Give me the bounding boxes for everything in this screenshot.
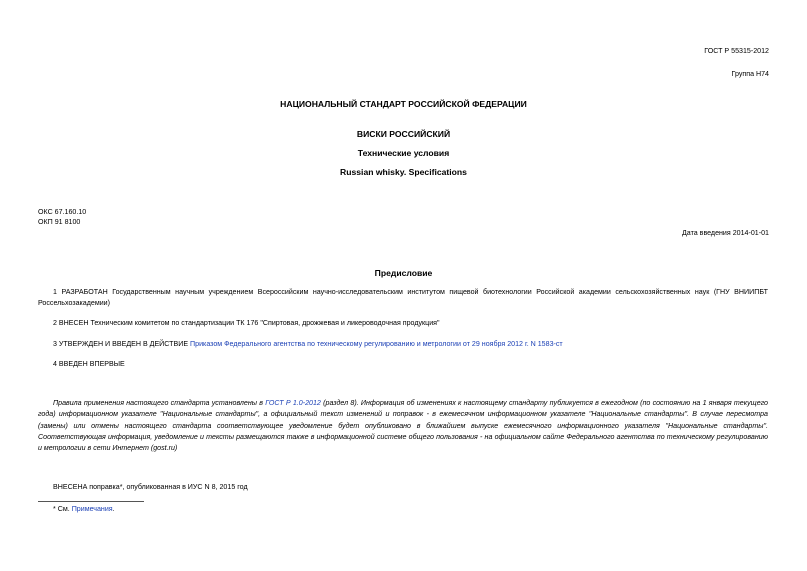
document-subtitle: Технические условия xyxy=(357,148,450,158)
footnote-divider xyxy=(38,501,144,502)
rules-text-start: Правила применения настоящего стандарта установлены в xyxy=(53,399,266,407)
document-title: ВИСКИ РОССИЙСКИЙ xyxy=(356,129,451,139)
english-title: Russian whisky. Specifications xyxy=(340,167,467,177)
group-code: Группа Н74 xyxy=(731,70,769,78)
oks-code: ОКС 67.160.10 xyxy=(38,208,87,216)
preface-item-3-text: 3 УТВЕРЖДЕН И ВВЕДЕН В ДЕЙСТВИЕ xyxy=(53,340,191,348)
effective-date: Дата введения 2014-01-01 xyxy=(682,229,769,237)
okp-code: ОКП 91 8100 xyxy=(38,218,81,226)
preface-heading: Предисловие xyxy=(374,268,433,278)
footnote-text: * См. xyxy=(53,505,72,513)
footnote-end: . xyxy=(112,505,115,513)
gost-code: ГОСТ Р 55315-2012 xyxy=(704,47,769,55)
order-link[interactable]: Приказом Федерального агентства по техническому регулированию и метрологии от 29 ноября 2012 г. N 1583-ст xyxy=(190,340,563,348)
gost-r-link[interactable]: ГОСТ Р 1.0-2012 xyxy=(265,399,321,407)
preface-item-3 xyxy=(38,339,768,350)
footnote xyxy=(53,505,115,513)
notes-link[interactable]: Примечания xyxy=(71,505,113,513)
preface-item-2: 2 ВНЕСЕН Техническим комитетом по стандартизации ТК 176 "Спиртовая, дрожжевая и ликероводочная продукция" xyxy=(53,319,440,327)
standard-title: НАЦИОНАЛЬНЫЙ СТАНДАРТ РОССИЙСКОЙ ФЕДЕРАЦИИ xyxy=(280,99,527,109)
rules-text-end: (раздел 8). Информация об изменениях к настоящему стандарту публикуется в ежегодном (по состоянию на 1 января текущего года) информационном указателе "Национальные стандарты", а официальный текст изменений и поправок - в ежемесячном информационном указателе "Национальные стандарты". В случае пересмотра (замены) или отмены настоящего стандарта соответствующее уведомление будет опубликовано в ближайшем выпуске ежемесячного информационного указателя "Национальные стандарты". Соответствующая информация, уведомление и тексты размещаются также в информационной системе общего пользования - на официальном сайте Федерального агентства по техническому регулированию и метрологии в сети Интернет (gost.ru) xyxy=(38,399,768,453)
amendment-note: ВНЕСЕНА поправка*, опубликованная в ИУС N 8, 2015 год xyxy=(53,483,248,491)
preface-item-4: 4 ВВЕДЕН ВПЕРВЫЕ xyxy=(53,360,125,368)
rules-paragraph xyxy=(38,398,768,454)
preface-item-1: 1 РАЗРАБОТАН Государственным научным учреждением Всероссийским научно-исследовательским институтом пищевой биотехнологии Российской академии сельскохозяйственных наук (ГНУ ВНИИПБТ Россельхозакадемии) xyxy=(38,288,768,308)
